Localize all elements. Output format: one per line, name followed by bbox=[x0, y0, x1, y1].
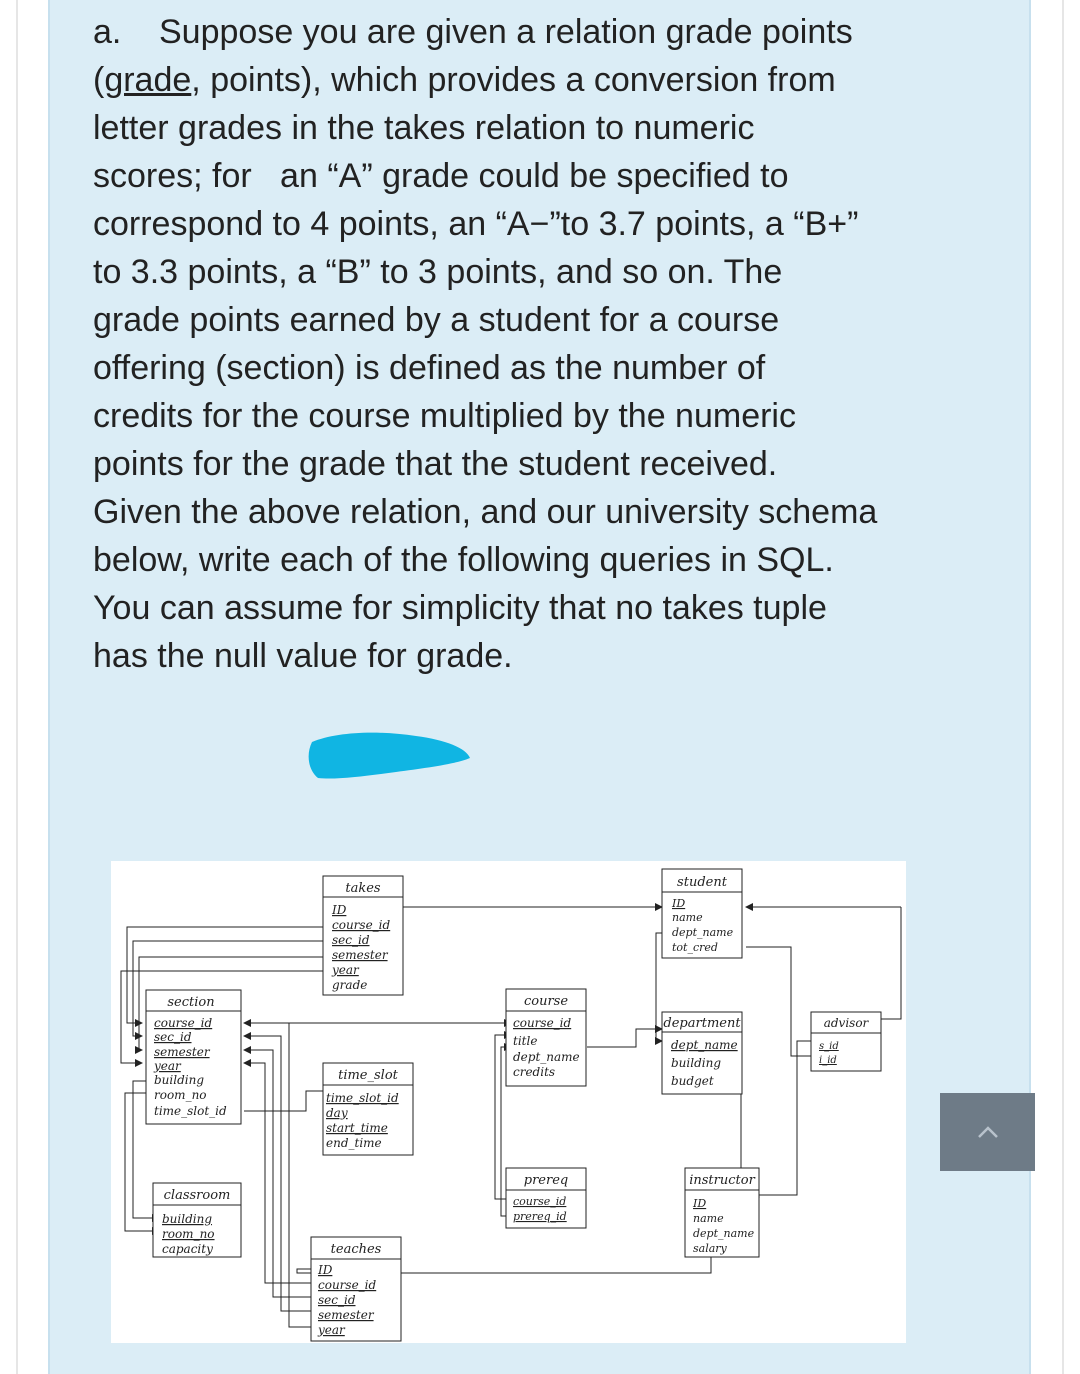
relation-section bbox=[146, 990, 241, 1124]
student-attr: dept_name bbox=[672, 926, 734, 939]
question-line: You can assume for simplicity that no takes tuple bbox=[93, 589, 827, 627]
section-attr: course_id bbox=[154, 1016, 213, 1030]
instructor-title: instructor bbox=[689, 1173, 755, 1188]
takes-attr: grade bbox=[332, 978, 368, 992]
question-text bbox=[93, 8, 973, 680]
student-attr: tot_cred bbox=[672, 941, 718, 954]
relation-teaches bbox=[311, 1237, 401, 1341]
prereq-attr: course_id bbox=[513, 1195, 567, 1208]
classroom-attr: building bbox=[162, 1212, 213, 1226]
question-line: a. Suppose you are given a relation grade points bbox=[93, 8, 973, 56]
section-attr: sec_id bbox=[154, 1030, 192, 1044]
underlined-grade: grade bbox=[104, 61, 192, 99]
scroll-to-top-button[interactable] bbox=[940, 1093, 1035, 1171]
teaches-attr: course_id bbox=[318, 1278, 377, 1292]
relation-prereq bbox=[506, 1168, 586, 1228]
department-attr: building bbox=[671, 1056, 722, 1070]
time-slot-attr: day bbox=[326, 1106, 348, 1120]
student-attr: ID bbox=[672, 897, 686, 910]
teaches-attr: year bbox=[318, 1323, 345, 1337]
section-attr: time_slot_id bbox=[154, 1104, 227, 1118]
chevron-up-icon bbox=[975, 1123, 1001, 1141]
classroom-title: classroom bbox=[163, 1188, 231, 1203]
question-line: credits for the course multiplied by the numeric bbox=[93, 397, 796, 435]
question-line: scores; for an “A” grade could be specified to bbox=[93, 157, 789, 195]
question-line: (grade, points), which provides a conversion from bbox=[93, 61, 836, 99]
section-attr: semester bbox=[154, 1045, 210, 1059]
student-title: student bbox=[677, 875, 727, 890]
teaches-attr: sec_id bbox=[318, 1293, 356, 1307]
prereq-attr: prereq_id bbox=[513, 1210, 567, 1223]
course-title: course bbox=[523, 994, 569, 1009]
relation-classroom bbox=[153, 1183, 241, 1257]
instructor-attr: salary bbox=[693, 1242, 727, 1255]
university-schema-diagram bbox=[111, 861, 906, 1343]
page-edge-left bbox=[16, 0, 18, 1374]
schema-svg bbox=[111, 861, 906, 1343]
takes-title: takes bbox=[345, 881, 381, 896]
relation-takes bbox=[323, 876, 403, 995]
classroom-attr: room_no bbox=[162, 1227, 215, 1241]
instructor-attr: name bbox=[693, 1212, 724, 1225]
takes-attr: semester bbox=[332, 948, 388, 962]
course-attr: dept_name bbox=[513, 1050, 580, 1064]
section-attr: building bbox=[154, 1073, 205, 1087]
relation-advisor bbox=[811, 1012, 881, 1071]
takes-attr: sec_id bbox=[332, 933, 370, 947]
time-slot-attr: time_slot_id bbox=[326, 1091, 399, 1105]
teaches-title: teaches bbox=[330, 1242, 382, 1257]
course-attr: course_id bbox=[513, 1016, 572, 1030]
question-line: Given the above relation, and our university schema bbox=[93, 493, 878, 531]
question-line: has the null value for grade. bbox=[93, 637, 513, 675]
relation-instructor bbox=[685, 1168, 759, 1257]
time-slot-attr: start_time bbox=[326, 1121, 388, 1135]
teaches-attr: ID bbox=[318, 1263, 333, 1277]
department-attr: dept_name bbox=[671, 1038, 738, 1052]
question-line: to 3.3 points, a “B” to 3 points, and so on. The bbox=[93, 253, 783, 291]
question-label: a. bbox=[93, 13, 122, 51]
instructor-attr: dept_name bbox=[693, 1227, 755, 1240]
question-line: correspond to 4 points, an “A−”to 3.7 points, a “B+” bbox=[93, 205, 859, 243]
relation-course bbox=[506, 989, 586, 1086]
classroom-attr: capacity bbox=[162, 1242, 213, 1256]
time-slot-title: time_slot bbox=[338, 1068, 398, 1083]
prereq-title: prereq bbox=[523, 1173, 569, 1188]
course-attr: credits bbox=[513, 1065, 556, 1079]
question-line: offering (section) is defined as the number of bbox=[93, 349, 766, 387]
student-attr: name bbox=[672, 911, 703, 924]
instructor-attr: ID bbox=[693, 1197, 707, 1210]
question-line: letter grades in the takes relation to numeric bbox=[93, 109, 755, 147]
redaction-blot bbox=[306, 730, 472, 782]
course-attr: title bbox=[513, 1034, 538, 1048]
question-line: below, write each of the following queries in SQL. bbox=[93, 541, 834, 579]
advisor-title: advisor bbox=[823, 1016, 869, 1030]
takes-attr: year bbox=[332, 963, 359, 977]
section-title: section bbox=[167, 995, 215, 1010]
section-attr: year bbox=[154, 1059, 181, 1073]
takes-attr: course_id bbox=[332, 918, 391, 932]
time-slot-attr: end_time bbox=[326, 1136, 382, 1150]
question-line: grade points earned by a student for a course bbox=[93, 301, 780, 339]
question-line: points for the grade that the student received. bbox=[93, 445, 778, 483]
relation-time-slot bbox=[323, 1063, 413, 1155]
department-attr: budget bbox=[671, 1074, 714, 1088]
department-title: department bbox=[663, 1016, 741, 1031]
teaches-attr: semester bbox=[318, 1308, 374, 1322]
advisor-attr: i_id bbox=[819, 1055, 837, 1066]
section-attr: room_no bbox=[154, 1088, 207, 1102]
advisor-attr: s_id bbox=[819, 1041, 839, 1052]
relation-department bbox=[662, 1012, 742, 1094]
page-edge-right bbox=[1062, 0, 1064, 1374]
relation-student bbox=[662, 869, 742, 958]
takes-attr: ID bbox=[332, 903, 347, 917]
